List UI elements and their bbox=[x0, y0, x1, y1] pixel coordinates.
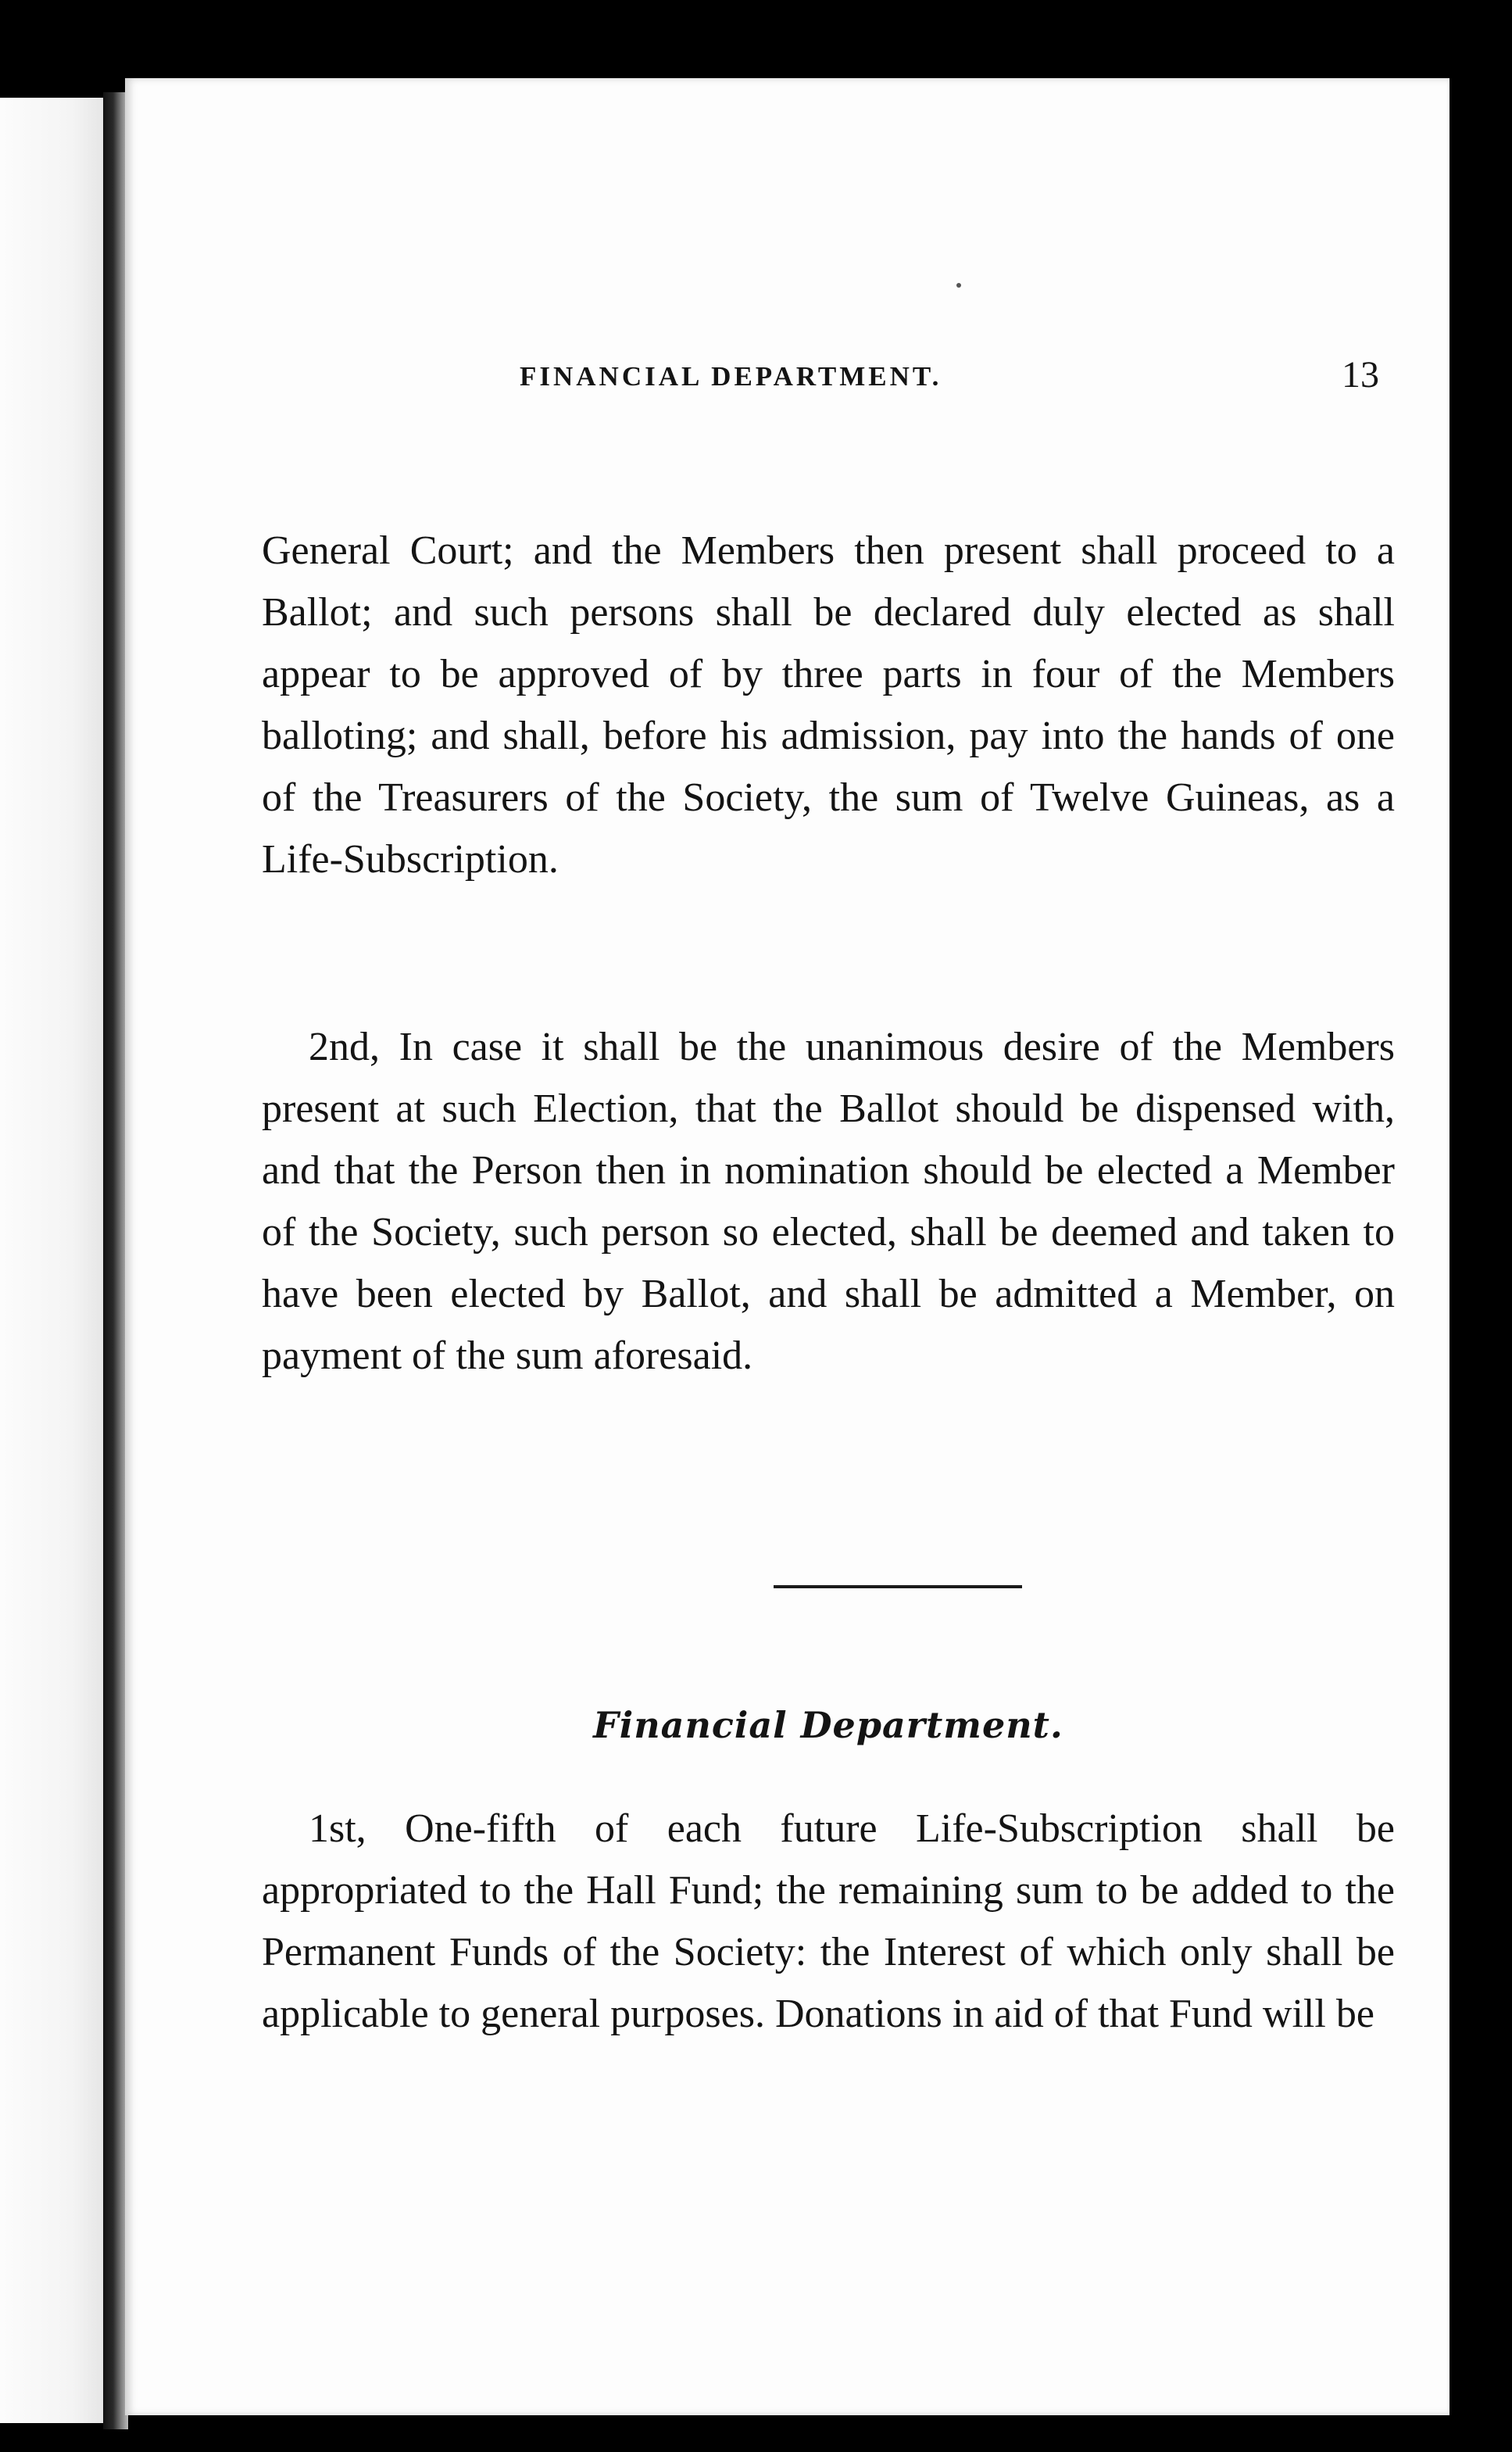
section-heading: Financial Department. bbox=[593, 1704, 1063, 1746]
running-head bbox=[262, 353, 1395, 408]
paragraph-second-rule: 2nd, In case it shall be the unanimous desire of the Members present at such Election, that the Ballot should be dispensed with, and that the Person then in nomination should be elected a Member of the Society, such person so elected, shall be deemed and taken to have been elected by Ballot, and shall be admitted a Member, on payment of the sum aforesaid. bbox=[262, 1025, 1395, 1378]
book-page bbox=[125, 78, 1449, 2415]
section-divider bbox=[774, 1585, 1022, 1588]
paragraph-financial-first-rule: 1st, One-fifth of each future Life-Subscription shall be appropriated to the Hall Fund; the remaining sum to be added to the Permanent Funds of the Society: the Interest of which only shall be applicable to general purposes. Donations in aid of that Fund will be bbox=[262, 1806, 1395, 2036]
facing-page-edge bbox=[0, 98, 103, 2423]
paragraph-continuation: General Court; and the Members then present shall proceed to a Ballot; and such persons shall be declared duly elected as shall appear to be approved of by three parts in four of the Members balloting; and shall, before his admission, pay into the hands of one of the Treasurers of the Society, the sum of Twelve Guineas, as a Life-Subscription. bbox=[262, 528, 1395, 882]
page-number: 13 bbox=[1342, 354, 1379, 396]
page-body bbox=[262, 78, 1395, 2415]
running-title: FINANCIAL DEPARTMENT. bbox=[520, 361, 942, 392]
